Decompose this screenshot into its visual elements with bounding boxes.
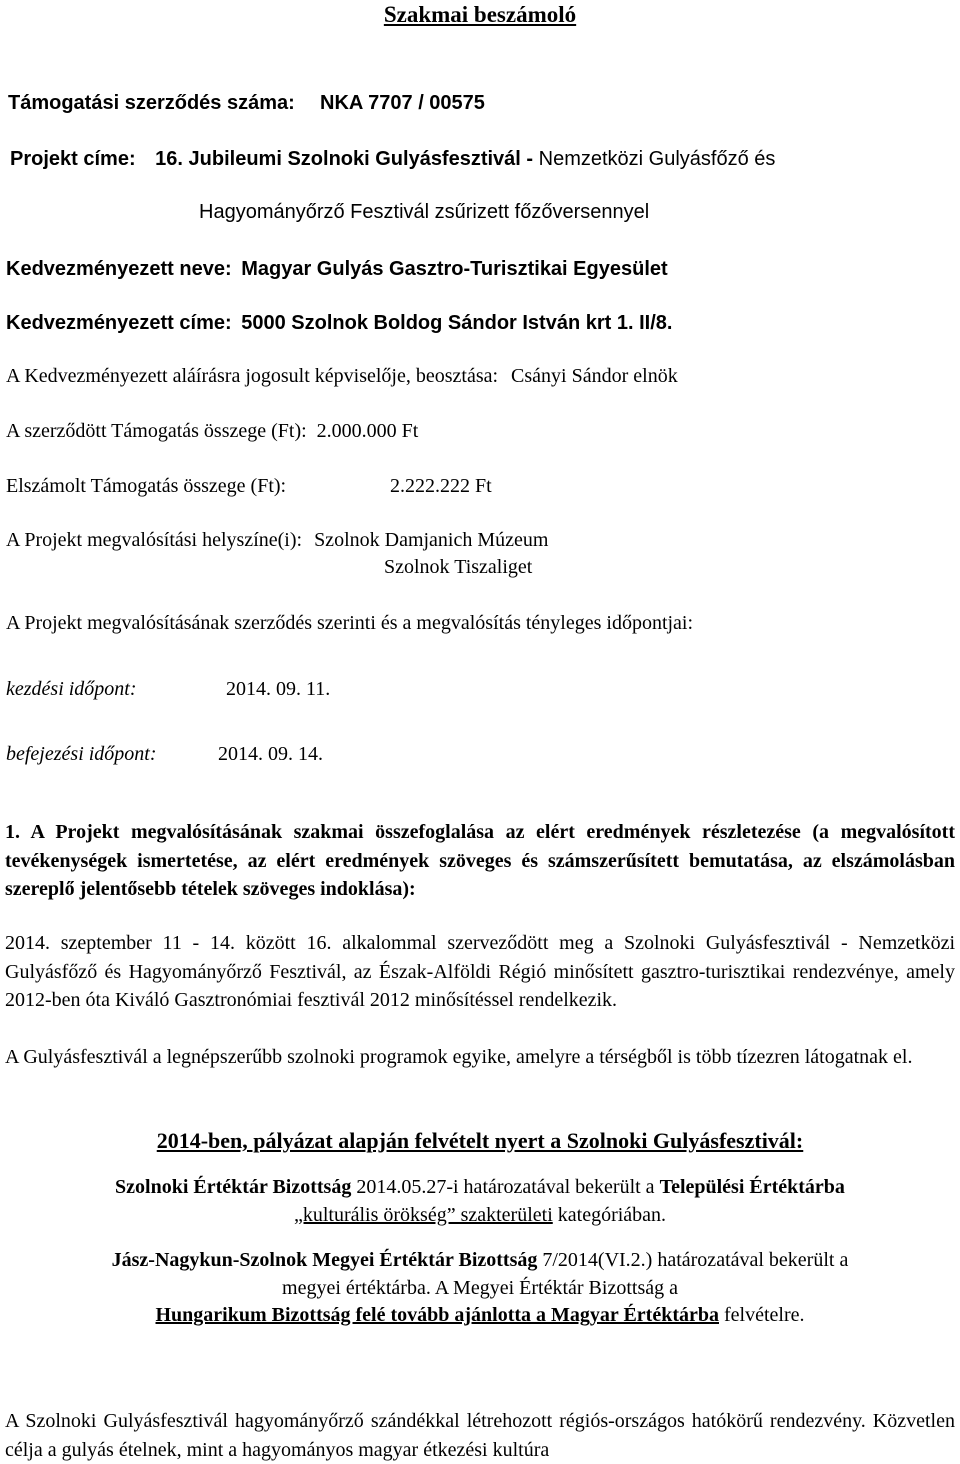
award-2-line-2: megyei értéktárba. A Megyei Értéktár Bizottság a (282, 1277, 678, 1299)
award-2-bold-1: Jász-Nagykun-Szolnok Megyei Értéktár Bizottság (111, 1249, 538, 1271)
summary-heading: 1. A Projekt megvalósításának szakmai összefoglalása az elért eredmények részletezése (a megvalósított tevékenységek ismertetése, az elért eredmények szöveges és számszerűsített bemutatása, az elszámolásban szereplő jelentősebb tételek szöveges indoklása): (5, 821, 955, 900)
project-number: 16. (155, 148, 183, 170)
paragraph-2: A Gulyásfesztivál a legnépszerűbb szolnoki programok egyike, amelyre a térségből is több tízezren látogatnak el. (5, 1046, 913, 1068)
settled-amount-value: 2.222.222 Ft (390, 475, 492, 497)
settled-amount-row (6, 474, 492, 498)
beneficiary-address-value: 5000 Szolnok Boldog Sándor István krt 1. II/8. (241, 312, 673, 334)
representative-label: A Kedvezményezett aláírásra jogosult képviselője, beosztása: (6, 365, 499, 387)
project-title-rest: Nemzetközi Gulyásfőző és (538, 148, 776, 170)
page-title: Szakmai beszámoló (383, 2, 577, 27)
award-1-bold-2: Települési Értéktárba (659, 1176, 845, 1198)
award-1-underlined: „kulturális örökség” szakterületi (293, 1204, 553, 1226)
representative-row (6, 364, 678, 388)
end-date-label: befejezési időpont: (6, 743, 157, 765)
award-1-line-1 (0, 1175, 960, 1199)
venue-row (6, 528, 548, 552)
venue-label: A Projekt megvalósítási helyszíne(i): (6, 529, 303, 551)
representative-value: Csányi Sándor elnök (511, 365, 678, 387)
award-2-text-2: felvételre. (724, 1304, 805, 1326)
contracted-amount-label: A szerződött Támogatás összege (Ft): (6, 420, 307, 442)
contract-row (8, 91, 485, 115)
award-1-bold-1: Szolnoki Értéktár Bizottság (115, 1176, 352, 1198)
beneficiary-name-value: Magyar Gulyás Gasztro-Turisztikai Egyesület (241, 258, 668, 280)
dates-heading: A Projekt megvalósításának szerződés szerinti és a megvalósítás tényleges időpontjai: (6, 612, 694, 634)
award-2-bold-underlined: Hungarikum Bizottság felé tovább ajánlotta a Magyar Értéktárba (155, 1304, 719, 1326)
beneficiary-name-row (6, 257, 668, 281)
contract-label: Támogatási szerződés száma: (8, 92, 295, 114)
venue-value-2: Szolnok Tiszaliget (384, 556, 533, 578)
beneficiary-name-label: Kedvezményezett neve: (6, 258, 232, 280)
contract-value: NKA 7707 / 00575 (320, 92, 485, 114)
award-2-line-1 (0, 1248, 960, 1272)
contracted-amount-row (6, 419, 418, 443)
settled-amount-label: Elszámolt Támogatás összege (Ft): (6, 475, 287, 497)
project-title-row (10, 147, 775, 171)
award-1-text-2: kategóriában. (557, 1204, 667, 1226)
end-date-row (6, 742, 323, 766)
end-date-value: 2014. 09. 14. (218, 743, 323, 765)
contracted-amount-value: 2.000.000 Ft (316, 420, 419, 442)
paragraph-1: 2014. szeptember 11 - 14. között 16. alkalommal szerveződött meg a Szolnoki Gulyásfesztivál - Nemzetközi Gulyásfőző és Hagyományőrző Fesztivál, az Észak-Alföldi Régió minősített gasztro-turisztikai rendezvénye, amely 2012-ben óta Kiváló Gasztronómiai fesztivál 2012 minősítéssel rendelkezik. (5, 932, 955, 1011)
start-date-value: 2014. 09. 11. (226, 678, 331, 700)
start-date-label: kezdési időpont: (6, 678, 137, 700)
project-title-bold: Jubileumi Szolnoki Gulyásfesztivál - (188, 148, 534, 170)
project-title-label: Projekt címe: (10, 148, 136, 170)
award-2-text-1: 7/2014(VI.2.) határozatával bekerült a (542, 1249, 849, 1271)
beneficiary-address-label: Kedvezményezett címe: (6, 312, 232, 334)
award-2-line-3 (0, 1303, 960, 1327)
award-heading: 2014-ben, pályázat alapján felvételt nyert a Szolnoki Gulyásfesztivál: (156, 1128, 804, 1153)
beneficiary-address-row (6, 311, 672, 335)
award-1-text-1: 2014.05.27-i határozatával bekerült a (356, 1176, 655, 1198)
paragraph-3: A Szolnoki Gulyásfesztivál hagyományőrző szándékkal létrehozott régiós-országos hatókörű rendezvény. Közvetlen célja a gulyás ételnek, mint a hagyományos magyar étkezési kultúra (5, 1410, 955, 1461)
project-title-line2: Hagyományőrző Fesztivál zsűrizett főzőversennyel (199, 201, 650, 223)
start-date-row (6, 677, 331, 701)
venue-value-1: Szolnok Damjanich Múzeum (314, 529, 549, 551)
award-1-line-2 (0, 1203, 960, 1227)
